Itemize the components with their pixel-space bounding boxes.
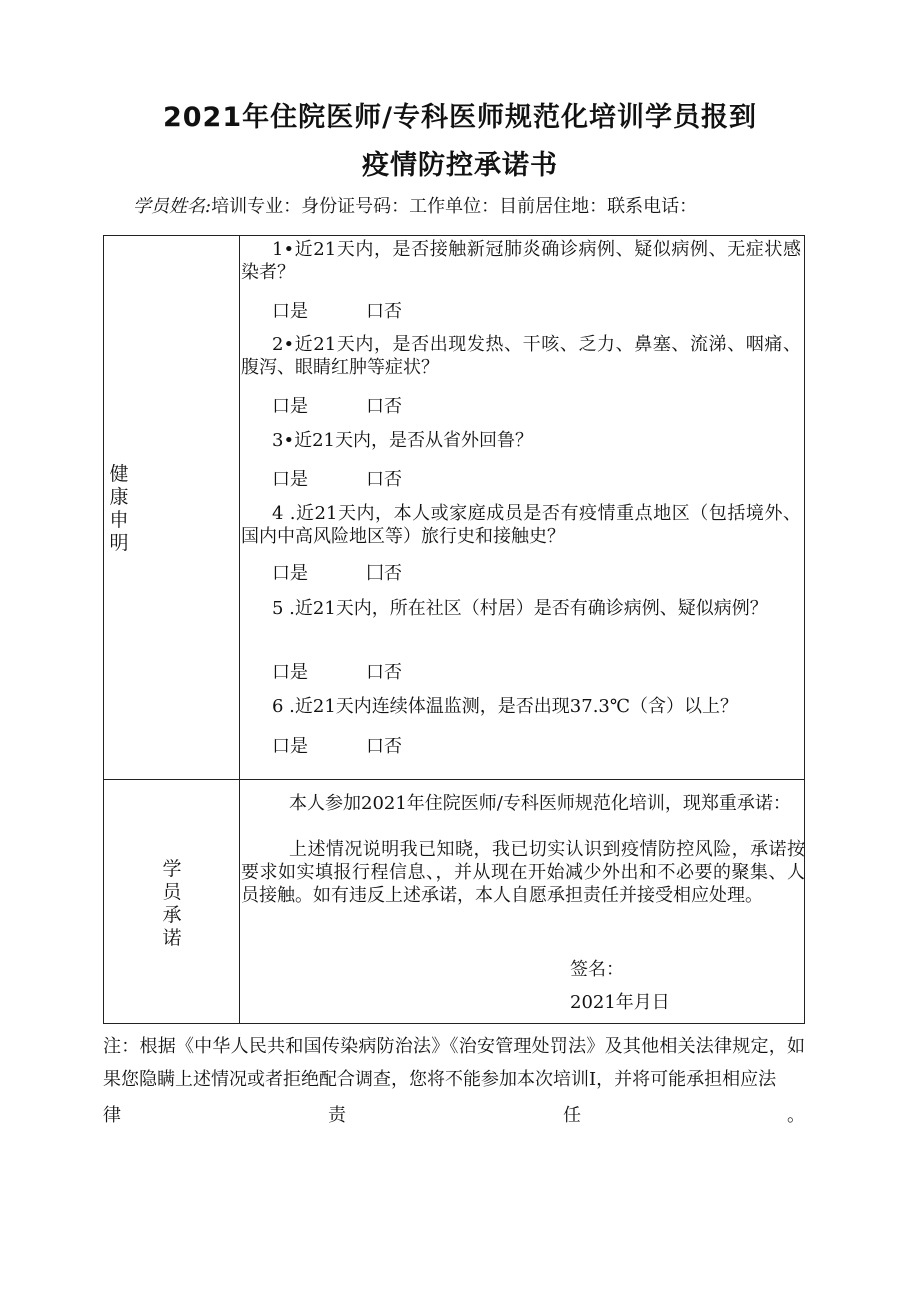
date-field[interactable]: 2021年月日 — [570, 992, 670, 1013]
no-checkbox[interactable]: 口否 — [366, 736, 402, 757]
no-checkbox[interactable]: 口否 — [366, 396, 402, 417]
declaration-form — [103, 235, 805, 1024]
column-divider — [239, 236, 240, 1023]
legal-note: 注：根据《中华人民共和国传染病防治法》《治安管理处罚法》及其他相关法律规定，如果您隐瞒上述情况或者拒绝配合调查，您将不能参加本次培训Ⅰ，并将可能承担相应法 — [103, 1036, 805, 1090]
question-6-options — [272, 732, 402, 758]
yes-checkbox[interactable]: 口是 — [272, 301, 308, 322]
question-2-options — [272, 392, 402, 418]
no-checkbox[interactable]: 囗否 — [366, 563, 402, 584]
question-5-options — [272, 658, 402, 684]
pledge-body: 上述情况说明我已知晓，我已切实认识到疫情防控风险，承诺按要求如实填报行程信息、，并从现在开始减少外出和不必要的聚集、人员接触。如有违反上述承诺，本人自愿承担责任并接受相应处理。 — [241, 839, 805, 906]
question-1-options — [272, 297, 402, 323]
no-checkbox[interactable]: 口否 — [366, 301, 402, 322]
yes-checkbox[interactable]: 口是 — [272, 736, 308, 757]
yes-checkbox[interactable]: 口是 — [272, 469, 308, 490]
question-6: 6 .近21天内连续体温监测，是否出现37.3℃（含）以上？ — [272, 696, 739, 717]
legal-note-last-line: 律 责 任 。 — [103, 1105, 805, 1126]
question-2: 2•近21天内，是否出现发热、干咳、乏力、鼻塞、流涕、咽痛、腹泻、眼睛红肿等症状？ — [241, 334, 801, 378]
no-checkbox[interactable]: 口否 — [366, 662, 402, 683]
student-name-field: 学员姓名: — [133, 196, 212, 217]
other-info-fields: 培训专业：身份证号码：工作单位：目前居住地：联系电话： — [211, 196, 698, 217]
signature-field[interactable]: 签名： — [570, 959, 624, 980]
question-1: 1•近21天内，是否接触新冠肺炎确诊病例、疑似病例、无症状感染者？ — [241, 239, 801, 283]
health-declaration-label: 健 康 申 明 — [109, 463, 129, 554]
page-title-line-2: 疫情防控承诺书 — [362, 150, 558, 181]
question-3-options — [272, 465, 402, 491]
yes-checkbox[interactable]: 口是 — [272, 662, 308, 683]
yes-checkbox[interactable]: 口是 — [272, 396, 308, 417]
page-title-line-1: 2021年住院医师/专科医师规范化培训学员报到 — [162, 102, 757, 133]
row-divider — [104, 779, 804, 780]
personal-info-fields — [133, 192, 697, 218]
no-checkbox[interactable]: 口否 — [366, 469, 402, 490]
yes-checkbox[interactable]: 口是 — [272, 563, 308, 584]
question-4-options — [272, 559, 402, 585]
pledge-intro: 本人参加2021年住院医师/专科医师规范化培训，现郑重承诺： — [289, 793, 791, 814]
question-5: 5 .近21天内，所在社区（村居）是否有确诊病例、疑似病例？ — [272, 598, 768, 619]
question-4: 4 .近21天内，本人或家庭成员是否有疫情重点地区（包括境外、国内中高风险地区等）旅行史和接触史？ — [241, 503, 801, 547]
student-pledge-label: 学 员 承 诺 — [162, 858, 182, 949]
question-3: 3•近21天内，是否从省外回鲁？ — [272, 430, 533, 451]
